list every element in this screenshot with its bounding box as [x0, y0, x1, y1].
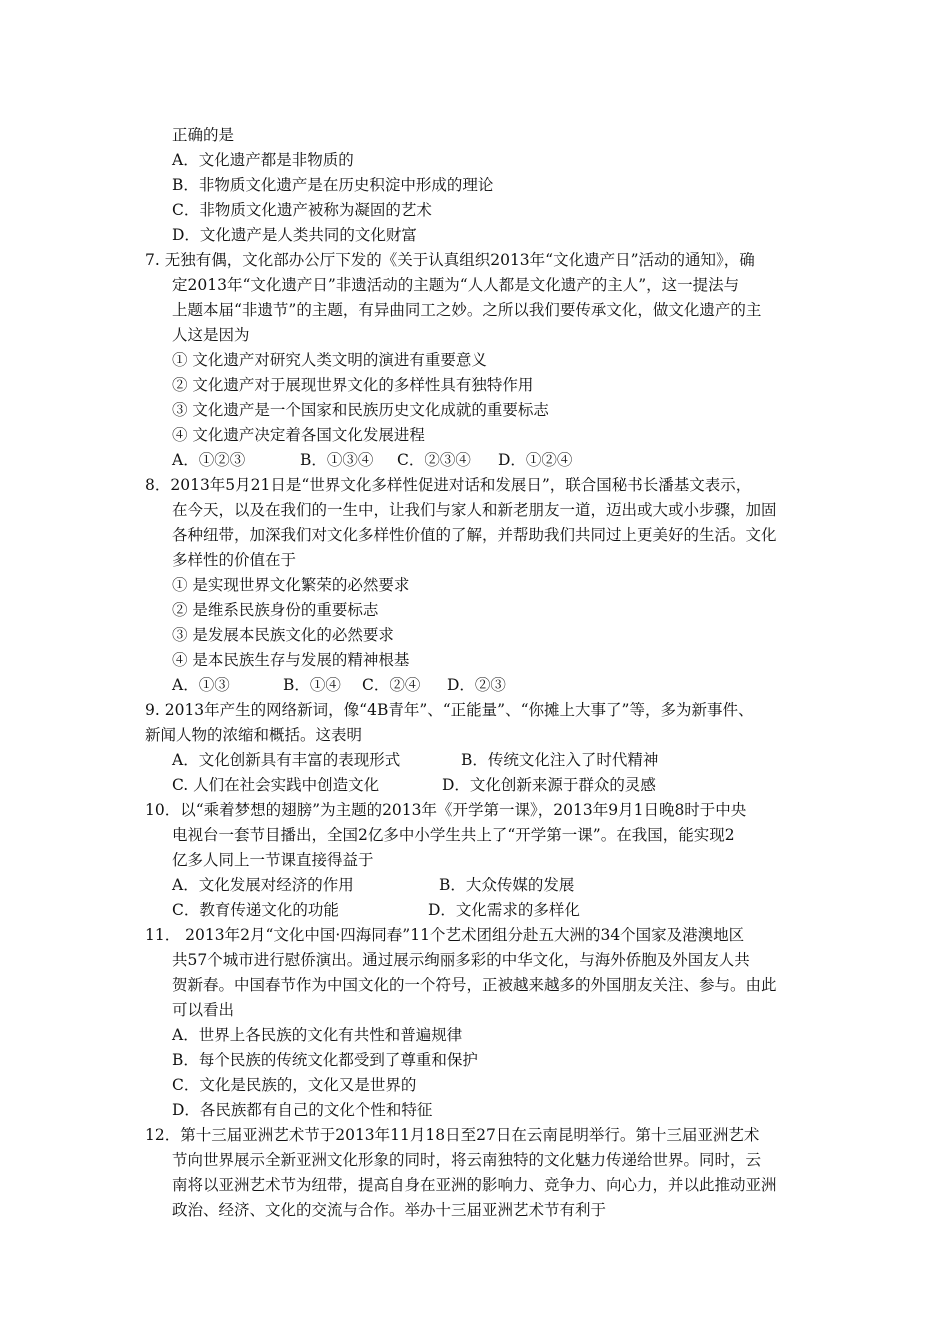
- q7-item: ③ 文化遗产是一个国家和民族历史文化成就的重要标志: [172, 401, 549, 419]
- q8-item: ③ 是发展本民族文化的必然要求: [172, 626, 394, 644]
- q7-item: ① 文化遗产对研究人类文明的演进有重要意义: [172, 351, 487, 369]
- q8-stem-line: 各种纽带，加深我们对文化多样性价值的了解，并帮助我们共同过上更美好的生活。文化: [172, 526, 777, 544]
- q6-option-a: A．文化遗产都是非物质的: [172, 151, 354, 169]
- q7-item: ② 文化遗产对于展现世界文化的多样性具有独特作用: [172, 376, 534, 394]
- q11-option-a: A．世界上各民族的文化有共性和普遍规律: [172, 1026, 463, 1044]
- q12-stem-line: 12．第十三届亚洲艺术节于2013年11月18日至27日在云南昆明举行。第十三届亚洲艺术: [145, 1126, 760, 1144]
- q12-stem-line: 南将以亚洲艺术节为纽带，提高自身在亚洲的影响力、竞争力、向心力，并以此推动亚洲: [172, 1176, 777, 1194]
- q8-stem-line: 多样性的价值在于: [172, 551, 297, 569]
- q10-stem-line: 亿多人同上一节课直接得益于: [172, 851, 374, 869]
- q11-stem-line: 可以看出: [172, 1001, 235, 1019]
- q9-stem-line: 9. 2013年产生的网络新词，像“4B青年”、“正能量”、“你摊上大事了”等，多为新事件、: [145, 701, 754, 719]
- q11-stem-line: 11． 2013年2月“文化中国·四海同春”11个艺术团组分赴五大洲的34个国家及港澳地区: [145, 926, 745, 944]
- q9-option-d: D．文化创新来源于群众的灵感: [442, 776, 656, 794]
- q8-item: ① 是实现世界文化繁荣的必然要求: [172, 576, 410, 594]
- q8-option-a: A．①③: [172, 676, 230, 694]
- q11-stem-line: 贺新春。中国春节作为中国文化的一个符号，正被越来越多的外国朋友关注、参与。由此: [172, 976, 777, 994]
- q8-option-b: B．①④: [283, 676, 341, 694]
- q7-option-c: C．②③④: [397, 451, 471, 469]
- q12-stem-line: 政治、经济、文化的交流与合作。举办十三届亚洲艺术节有利于: [172, 1201, 607, 1219]
- q6-option-c: C．非物质文化遗产被称为凝固的艺术: [172, 201, 432, 219]
- q7-option-b: B．①③④: [300, 451, 374, 469]
- q6-option-d: D．文化遗产是人类共同的文化财富: [172, 226, 417, 244]
- q10-stem-line: 10．以“乘着梦想的翅膀”为主题的2013年《开学第一课》，2013年9月1日晚8时于中央: [145, 801, 747, 819]
- q9-stem-line: 新闻人物的浓缩和概括。这表明: [145, 726, 363, 744]
- q7-option-a: A．①②③: [172, 451, 246, 469]
- q7-stem-line: 定2013年“文化遗产日”非遗活动的主题为“人人都是文化遗产的主人”，这一提法与: [172, 276, 740, 294]
- q7-stem-line: 上题本届“非遗节”的主题，有异曲同工之妙。之所以我们要传承文化，做文化遗产的主: [172, 301, 762, 319]
- q8-option-d: D．②③: [447, 676, 506, 694]
- q11-option-c: C．文化是民族的，文化又是世界的: [172, 1076, 417, 1094]
- q7-stem-line: 人这是因为: [172, 326, 250, 344]
- q10-option-b: B．大众传媒的发展: [439, 876, 575, 894]
- q10-option-a: A．文化发展对经济的作用: [172, 876, 354, 894]
- q8-item: ④ 是本民族生存与发展的精神根基: [172, 651, 410, 669]
- q9-option-b: B．传统文化注入了时代精神: [461, 751, 659, 769]
- q11-stem-line: 共57个城市进行慰侨演出。通过展示绚丽多彩的中华文化，与海外侨胞及外国友人共: [172, 951, 750, 969]
- q6-option-b: B．非物质文化遗产是在历史积淀中形成的理论: [172, 176, 494, 194]
- q8-stem-line: 8．2013年5月21日是“世界文化多样性促进对话和发展日”，联合国秘书长潘基文表示，: [145, 476, 752, 494]
- q11-option-d: D．各民族都有自己的文化个性和特征: [172, 1101, 433, 1119]
- q10-stem-line: 电视台一套节目播出，全国2亿多中小学生共上了“开学第一课”。在我国，能实现2: [172, 826, 735, 844]
- q9-option-c: C. 人们在社会实践中创造文化: [172, 776, 380, 794]
- q11-option-b: B．每个民族的传统文化都受到了尊重和保护: [172, 1051, 478, 1069]
- question-6-tail: 正确的是: [172, 126, 235, 144]
- q8-item: ② 是维系民族身份的重要标志: [172, 601, 379, 619]
- q9-option-a: A．文化创新具有丰富的表现形式: [172, 751, 401, 769]
- q7-item: ④ 文化遗产决定着各国文化发展进程: [172, 426, 425, 444]
- q7-stem-line: 7. 无独有偶，文化部办公厅下发的《关于认真组织2013年“文化遗产日”活动的通知》，确: [145, 251, 755, 269]
- q8-option-c: C．②④: [362, 676, 421, 694]
- q10-option-d: D．文化需求的多样化: [428, 901, 580, 919]
- q7-option-d: D．①②④: [498, 451, 573, 469]
- q12-stem-line: 节向世界展示全新亚洲文化形象的同时，将云南独特的文化魅力传递给世界。同时，云: [172, 1151, 762, 1169]
- q10-option-c: C．教育传递文化的功能: [172, 901, 339, 919]
- q8-stem-line: 在今天，以及在我们的一生中，让我们与家人和新老朋友一道，迈出或大或小步骤，加固: [172, 501, 777, 519]
